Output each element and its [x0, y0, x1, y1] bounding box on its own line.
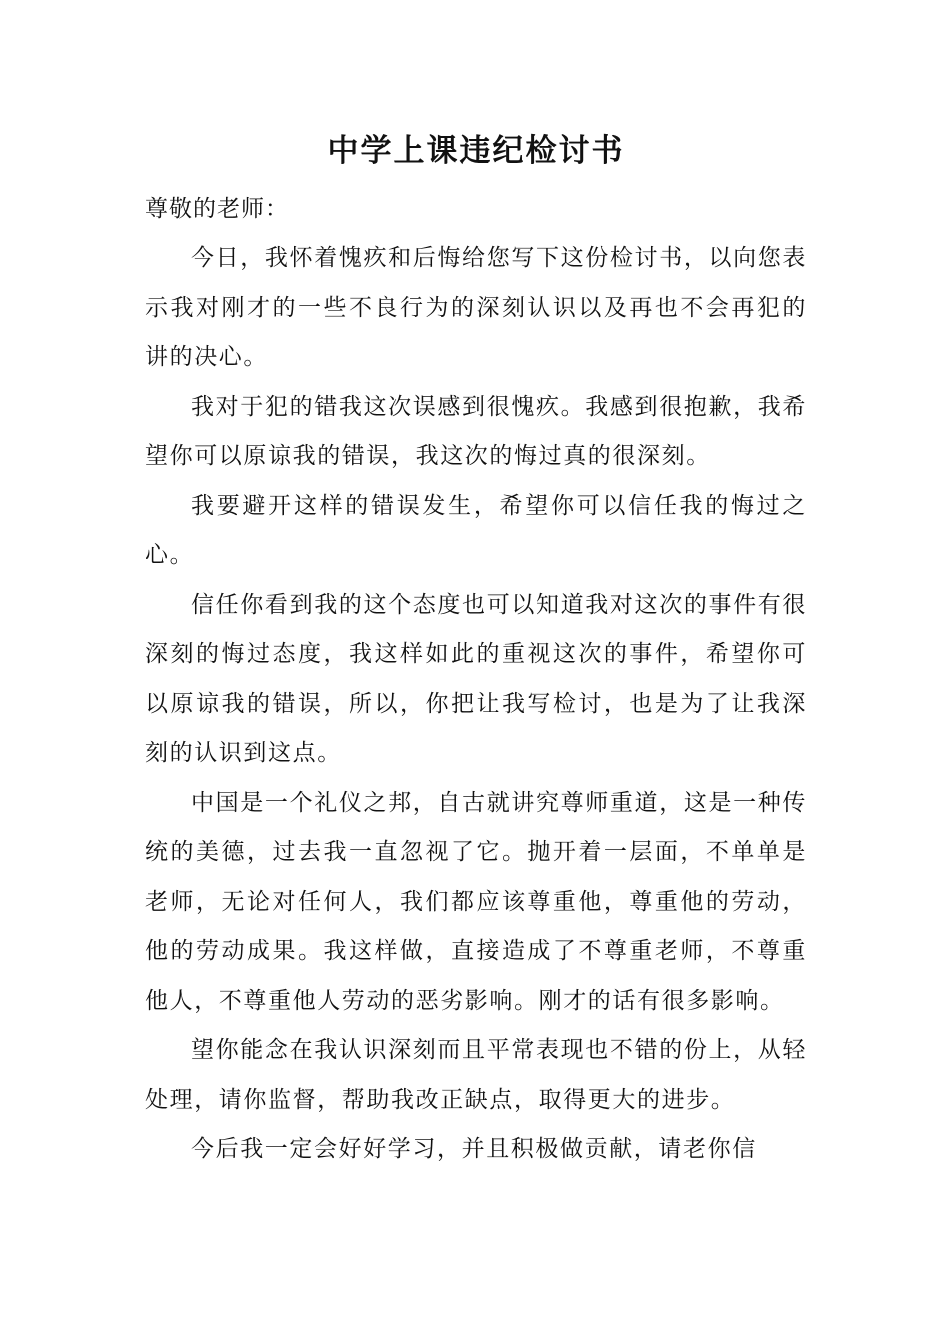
- paragraph-5: 中国是一个礼仪之邦，自古就讲究尊师重道，这是一种传统的美德，过去我一直忽视了它。抛开着一层面，不单单是老师，无论对任何人，我们都应该尊重他，尊重他的劳动，他的劳动成果。我这样做，直接造成了不尊重老师，不尊重他人，不尊重他人劳动的恶劣影响。刚才的话有很多影响。: [145, 789, 807, 1014]
- paragraph-2: 我对于犯的错我这次误感到很愧疚。我感到很抱歉，我希望你可以原谅我的错误，我这次的悔过真的很深刻。: [145, 393, 807, 469]
- paragraph-3: 我要避开这样的错误发生，希望你可以信任我的悔过之心。: [145, 492, 807, 568]
- paragraph-4: 信任你看到我的这个态度也可以知道我对这次的事件有很深刻的悔过态度，我这样如此的重视这次的事件，希望你可以原谅我的错误，所以，你把让我写检讨，也是为了让我深刻的认识到这点。: [145, 591, 807, 766]
- document-title: 中学上课违纪检讨书: [327, 133, 625, 169]
- document-page: [145, 118, 807, 1175]
- paragraph-1: 今日，我怀着愧疚和后悔给您写下这份检讨书，以向您表示我对刚才的一些不良行为的深刻认识以及再也不会再犯的讲的决心。: [145, 245, 807, 370]
- salutation: 尊敬的老师：: [145, 196, 289, 222]
- paragraph-7: 今后我一定会好好学习，并且积极做贡献，请老你信: [191, 1136, 757, 1162]
- paragraph-6: 望你能念在我认识深刻而且平常表现也不错的份上，从轻处理，请你监督，帮助我改正缺点，取得更大的进步。: [145, 1037, 807, 1113]
